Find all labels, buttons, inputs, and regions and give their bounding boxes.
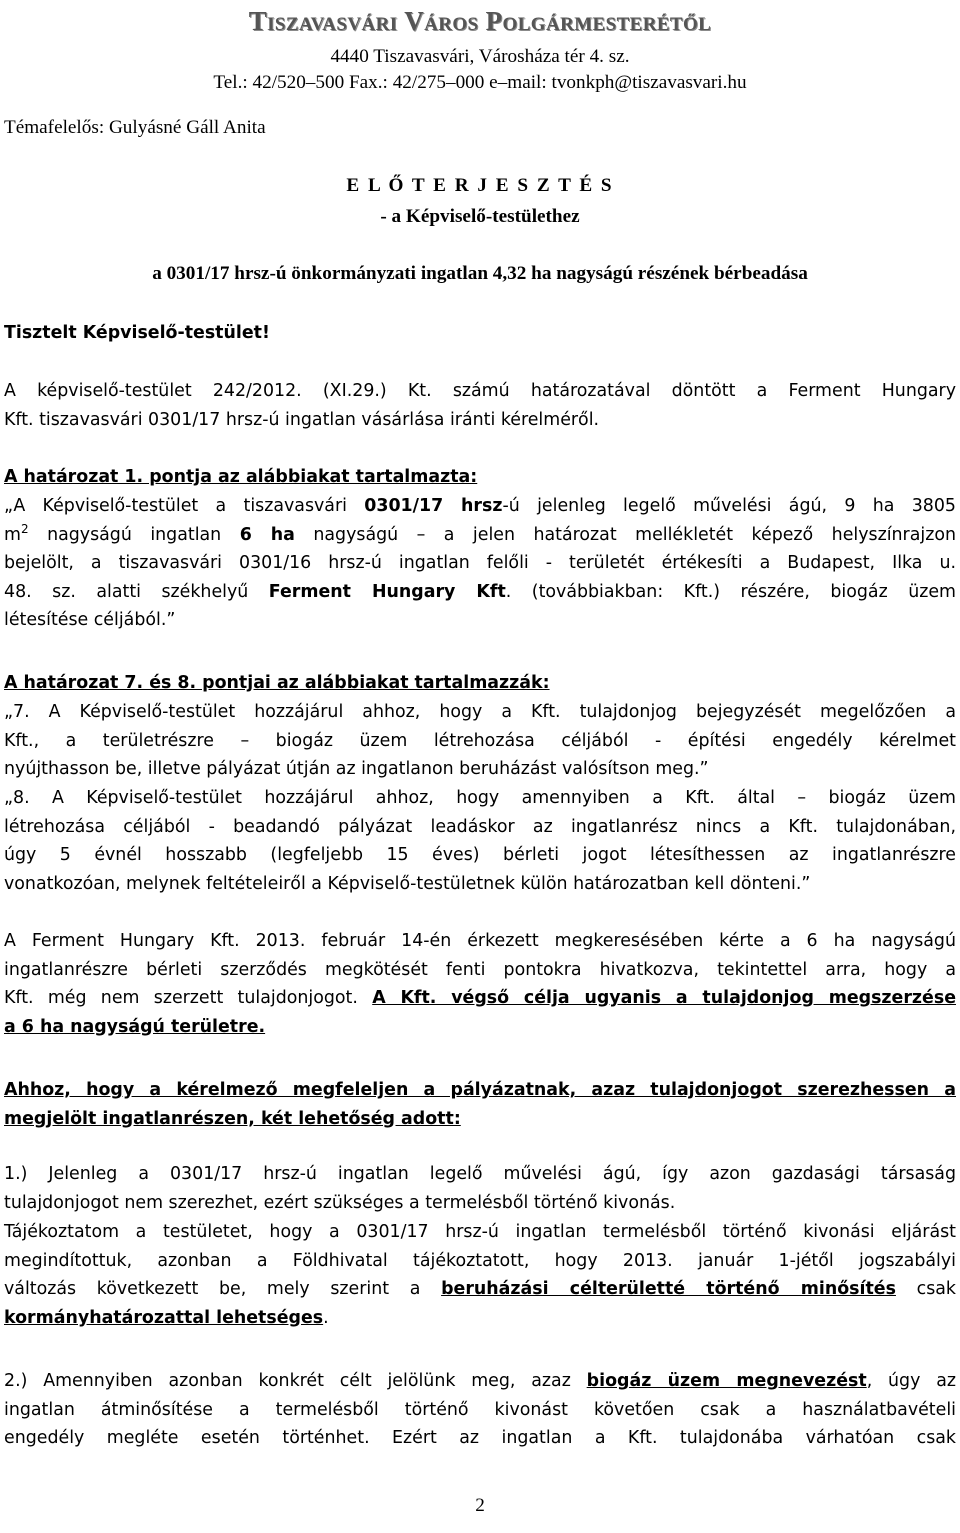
responsible-person: Témafelelős: Gulyásné Gáll Anita (4, 117, 266, 138)
resolution-8-quote: „8. A Képviselő-testület hozzájárul ahhoz, hogy amennyiben a Kft. által – biogáz üzem létrehozása céljából - beadandó pályázat leadáskor az ingatlanrész nincs a Kft. tulajdonában, úgy 5 évnél hosszabb (legfeljebb 15 éves) bérleti jogot létesíthessen az ingatlanrészre vonatkozóan, melynek feltételeiről a Képviselő-testületnek külön határozatban kell dönteni.” (4, 788, 956, 894)
info-paragraph: Tájékoztatom a testületet, hogy a 0301/17 hrsz-ú ingatlan termelésből történő kivonási eljárást megindítottuk, azonban a Földhivatal tájékoztatott, hogy 2013. január 1-jétől jogszabályi változás következett be, mely szerint a beruházási célterületté történő minősítés csak kormányhatározattal lehetséges. (4, 1222, 956, 1328)
request-paragraph: A Ferment Hungary Kft. 2013. február 14-én érkezett megkeresésében kérte a 6 ha nagyságú ingatlanrészre bérleti szerződés megkötését fenti pontokra hivatkozva, tekintettel arra, hogy a Kft. még nem szerzett tulajdonjogot. A Kft. végső célja ugyanis a tulajdonjog megszerzése a 6 ha nagyságú területre. (4, 931, 956, 1037)
options-heading: Ahhoz, hogy a kérelmező megfeleljen a pályázatnak, azaz tulajdonjogot szerezhessen a megjelölt ingatlanrészen, két lehetőség adott: (4, 1080, 956, 1129)
salutation: Tisztelt Képviselő-testület! (4, 323, 270, 343)
resolution-1-heading: A határozat 1. pontja az alábbiakat tartalmazta: (4, 467, 478, 487)
letterhead-contact: Tel.: 42/520–500 Fax.: 42/275–000 e–mail: tvonkph@tiszavasvari.hu (213, 72, 747, 93)
page-number: 2 (475, 1495, 485, 1516)
intro-paragraph: A képviselő-testület 242/2012. (XI.29.) Kt. számú határozatával döntött a Ferment Hungary Kft. tiszavasvári 0301/17 hrsz-ú ingatlan vásárlása iránti kérelméről. (4, 381, 956, 430)
resolution-7-quote: „7. A Képviselő-testület hozzájárul ahhoz, hogy a Kft. tulajdonjog bejegyzését megelőzően a Kft., a területrészre – biogáz üzem létrehozása céljából - építési engedély kérelmet nyújthasson be, illetve pályázat útján az ingatlanon beruházást valósítson meg.” (4, 702, 956, 780)
resolution-7-8-heading: A határozat 7. és 8. pontjai az alábbiakat tartalmazzák: (4, 673, 550, 693)
letterhead-address: 4440 Tiszavasvári, Városháza tér 4. sz. (330, 46, 630, 67)
document-page (4, 0, 956, 1533)
document-type: E L Ő T E R J E S Z T É S (346, 175, 614, 196)
resolution-1-quote: „A Képviselő-testület a tiszavasvári 0301/17 hrsz-ú jelenleg legelő művelési ágú, 9 ha 3805 $m^2$ nagyságú ingatlan 6 ha nagyságú – a jelen határozat mellékletét képező helyszínrajzon bejelölt, a tiszavasvári 0301/16 hrsz-ú ingatlan felőli - területét értékesíti a Budapest, Ilka u. 48. sz. alatti székhelyű Ferment Hungary Kft. (továbbiakban: Kft.) részére, biogáz üzem létesítése céljából.” (4, 496, 956, 631)
option-1-paragraph: 1.) Jelenleg a 0301/17 hrsz-ú ingatlan legelő művelési ágú, így azon gazdasági társaság tulajdonjogot nem szerezhet, ezért szükséges a termelésből történő kivonás. (4, 1164, 956, 1213)
letterhead-title: Tiszavasvári Város Polgármesterétől (248, 6, 712, 36)
document-recipient: - a Képviselő-testülethez (380, 206, 580, 227)
option-2-paragraph: 2.) Amennyiben azonban konkrét célt jelölünk meg, azaz biogáz üzem megnevezést, úgy az ingatlan átminősítése a termelésből történő kivonást követően csak a használatbavételi engedély megléte esetén történhet. Ezért az ingatlan a Kft. tulajdonába várhatóan csak (4, 1371, 956, 1449)
document-subject: a 0301/17 hrsz-ú önkormányzati ingatlan 4,32 ha nagyságú részének bérbeadása (152, 263, 808, 284)
